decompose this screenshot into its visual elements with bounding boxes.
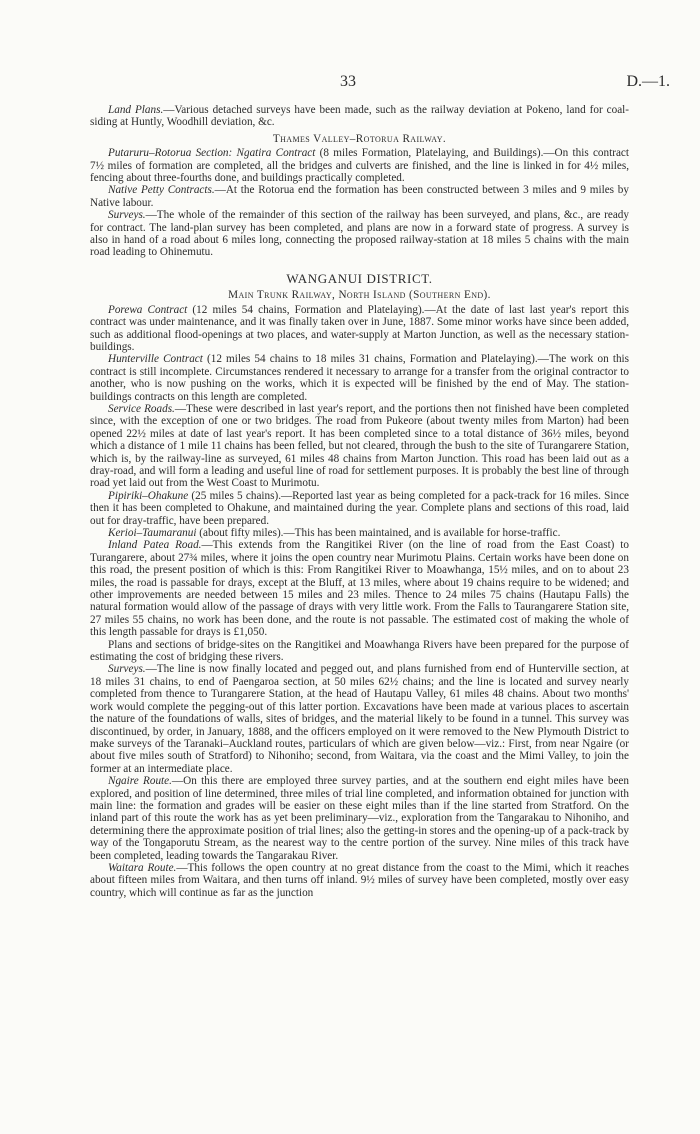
section-heading: Thames Valley–Rotorua Railway. bbox=[272, 132, 447, 145]
paragraph-lead: Inland Patea Road. bbox=[108, 539, 202, 552]
paragraph-lead: Waitara Route. bbox=[108, 861, 177, 874]
paragraph bbox=[90, 775, 629, 862]
paragraph-text: (12 miles 54 chains to 18 miles 31 chains, Formation and Platelaying).—The work on this contract is still incomplete. Circumstances rendered it necessary to arrange for a transfer from the original contractor to another, who is now pushing on the works, which it is expected will be finished by the end of May. The station-buildings contracts on this length are completed. bbox=[90, 353, 629, 403]
paragraph bbox=[90, 304, 629, 354]
paragraph-text: —At the Rotorua end the formation has been constructed between 3 miles and 9 miles by Native labour. bbox=[90, 184, 629, 209]
paragraph-lead: Native Petty Contracts. bbox=[108, 184, 215, 197]
paragraph-lead: Surveys. bbox=[108, 209, 146, 222]
paragraph-text: —These were described in last year's report, and the portions then not finished have been completed since, with the exception of one or two bridges. The road from Pukeore (about twenty miles from Marton) had been opened 22½ miles at date of last year's report. It has been completed since to a total distance of 36½ miles, beyond which a distance of 1 mile 11 chains has been felled, but not cleared, through the bush to the site of Turangarere Station, which is, by the railway-line as surveyed, 61 miles 48 chains from Marton Junction. This road has been laid out as a dray-road, and will form a leading and useful line of road for settlement purposes. It is probably the best line of through road yet laid out from the West Coast to Murimotu. bbox=[90, 402, 629, 490]
paragraph-lead: Land Plans. bbox=[108, 104, 164, 116]
document-reference: D.—1. bbox=[626, 73, 670, 90]
paragraph-text: —The whole of the remainder of this section of the railway has been surveyed, and plans, &c., are ready for contract. The land-plan survey has been completed, and plans are now in a forward state of progress. A survey is also in hand of a road about 6 miles long, connecting the proposed railway-station at 18 miles 5 chains with the main road leading to Ohinemutu. bbox=[90, 209, 629, 259]
paragraph-lead: Service Roads. bbox=[108, 402, 175, 415]
paragraph bbox=[90, 862, 629, 899]
paragraph-lead: Ngaire Route. bbox=[108, 775, 172, 788]
paragraph-lead: Putaruru–Rotorua Section: Ngatira Contract bbox=[108, 147, 316, 160]
page-header bbox=[0, 73, 700, 95]
section-heading: Main Trunk Railway, North Island (Southern End). bbox=[228, 289, 491, 302]
paragraph bbox=[90, 184, 629, 209]
page-number: 33 bbox=[340, 73, 356, 90]
paragraph bbox=[90, 104, 629, 129]
paragraph bbox=[90, 527, 629, 539]
paragraph-lead: Surveys. bbox=[108, 663, 146, 676]
paragraph bbox=[90, 639, 629, 664]
paragraph-text: —The line is now finally located and pegged out, and plans furnished from end of Hunterville section, at 18 miles 31 chains, to end of Paengaroa section, at 50 miles 62½ chains; and the line is located and survey nearly completed from thence to Turangarere Station, at the head of Hautapu Valley, 61 miles 48 chains. About two months' work would complete the pegging-out of this latter portion. Excavations have been made at various places to ascertain the nature of the foundations of walls, sites of bridges, and the material likely to be found in a tunnel. This survey was discontinued, by order, in January, 1888, and the officers employed on it were removed to the New Plymouth District to make surveys of the Taranaki–Auckland routes, particulars of which are given below—viz.: First, from near Ngaire (or about five miles south of Stratford) to Nihoniho; second, from Waitara, via the coast and the Mimi Valley, to join the former at an intermediate place. bbox=[90, 663, 629, 775]
paragraph-text: —This follows the open country at no great distance from the coast to the Mimi, which it reaches about fifteen miles from Waitara, and then turns off inland. 9½ miles of survey have been completed, mostly over easy country, which will continue as far as the junction bbox=[90, 861, 629, 899]
document-body bbox=[90, 104, 629, 899]
paragraph bbox=[90, 663, 629, 775]
paragraph-lead: Porewa Contract bbox=[108, 303, 188, 316]
paragraph bbox=[90, 209, 629, 259]
paragraph-text: (25 miles 5 chains).—Reported last year as being completed for a pack-track for 16 miles. Since then it has been completed to Ohakune, and maintained during the year. Complete plans and sections of this road, laid out for dray-traffic, have been prepared. bbox=[90, 489, 629, 527]
district-heading: WANGANUI DISTRICT. bbox=[286, 270, 433, 286]
paragraph-text: (12 miles 54 chains, Formation and Platelaying).—At the date of last last year's report this contract was under maintenance, and it was finally taken over in June, 1887. Some minor works have since been added, such as additional flood-openings at two places, and water-supply at Marton Junction, as well as the necessary station-buildings. bbox=[90, 303, 629, 353]
paragraph bbox=[90, 490, 629, 527]
paragraph-text: —Various detached surveys have been made, such as the railway deviation at Pokeno, land for coal-siding at Huntly, Woodhill deviation, &c. bbox=[90, 104, 629, 129]
paragraph-lead: Pipiriki–Ohakune bbox=[108, 489, 189, 502]
paragraph-lead: Hunterville Contract bbox=[108, 353, 203, 366]
paragraph-lead: Kerioi–Taumaranui bbox=[108, 527, 197, 539]
paragraph-text: —On this there are employed three survey parties, and at the southern end eight miles have been explored, and position of line determined, three miles of trial line completed, and information obtained for junction with main line: the formation and grades will be easier on these eight miles than if the line started from Stratford. On the inland part of this route the work has as yet been preliminary—viz., exploration from the Tangarakau to Nihoniho, and determining there the approximate position of trial lines; also the getting-in stores and the opening-up of a pack-track by way of the Tongaporutu Stream, as the nearest way to the centre portion of the survey. Nine miles of this track have been completed, leading towards the Tangarakau River. bbox=[90, 775, 629, 862]
paragraph-text: (about fifty miles).—This has been maintained, and is available for horse-traffic. bbox=[196, 527, 561, 539]
paragraph-text: (8 miles Formation, Platelaying, and Buildings).—On this contract 7½ miles of formation are completed, all the bridges and culverts are finished, and the line is linked in for 4½ miles, fencing about three-fourths done, and buildings practically completed. bbox=[90, 147, 629, 185]
paragraph bbox=[90, 539, 629, 638]
paragraph bbox=[90, 353, 629, 403]
paragraph bbox=[90, 403, 629, 490]
paragraph-text: —This extends from the Rangitikei River (on the line of road from the East Coast) to Turangarere, about 27¾ miles, where it joins the open country near Murimotu Plains. Certain works have been done on this road, the present position of which is this: From Rangitikei River to Moawhanga, 15½ miles, and on to about 23 miles, the road is passable for drays, except at the Bluff, at 13 miles, where about 19 chains require to be widened; and other improvements are needed between 15 miles and 23 miles. Thence to 24 miles 75 chains (Hautapu Falls) the natural formation would allow of the passage of drays with very little work. From the Falls to Taurangarere Station site, 27 miles 55 chains, no work has been done, and the route is not passable. The estimated cost of making the whole of this length passable for drays is £1,050. bbox=[90, 539, 629, 639]
paragraph bbox=[90, 147, 629, 184]
paragraph-text: Plans and sections of bridge-sites on the Rangitikei and Moawhanga Rivers have been prepared for the purpose of estimating the cost of bridging these rivers. bbox=[90, 638, 629, 664]
